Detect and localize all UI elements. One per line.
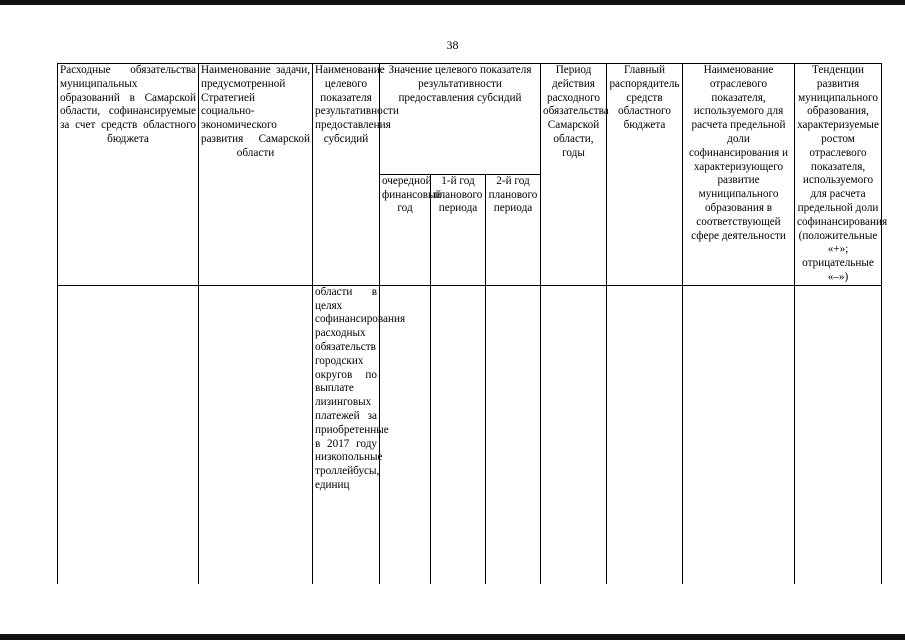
page-number: 38 <box>446 38 459 52</box>
header-development-trends: Тенденции развития муниципального образования, характеризуемые ростом отраслевого показателя, используемого для расчета предельной доли софинансирования (положительные «+»; отрицательные «–») <box>795 64 882 286</box>
indicator-table <box>57 63 888 584</box>
header-plan-year-2: 2-й год планового периода <box>486 174 541 285</box>
bottom-border <box>0 634 905 640</box>
header-indicator-name: Наименование целевого показателя результативности предоставления субсидий <box>313 64 380 286</box>
cell-plan-year-1 <box>431 285 486 584</box>
header-budget-manager: Главный распорядитель средств областного бюджета <box>607 64 683 286</box>
cell-plan-year-2 <box>486 285 541 584</box>
header-obligations: Расходные обязательства муниципальных образований в Самарской области, софинансируемые за счет средств областного бюджета <box>58 64 199 286</box>
top-border <box>0 0 905 5</box>
cell-sector-indicator <box>683 285 795 584</box>
cell-development-trends <box>795 285 882 584</box>
table-row <box>58 285 882 584</box>
header-obligation-period: Период действия расходного обязательства Самарской области, годы <box>541 64 607 286</box>
header-row-1 <box>58 64 882 175</box>
cell-indicator-name: области в целях софинансирования расходных обязательств городских округов по выплате лизинговых платежей за приобретенные в 2017 году низкопольные троллейбусы, единиц <box>313 285 380 584</box>
cell-budget-manager <box>607 285 683 584</box>
header-strategy-task: Наименование задачи, предусмотренной Стратегией социально-экономического развития Самарской области <box>199 64 313 286</box>
header-sector-indicator: Наименование отраслевого показателя, используемого для расчета предельной доли софинансирования и характеризующего развитие муниципального образования в соответствующей сфере деятельности <box>683 64 795 286</box>
cell-obligation-period <box>541 285 607 584</box>
header-plan-year-1: 1-й год планового периода <box>431 174 486 285</box>
cell-obligations <box>58 285 199 584</box>
header-current-year: очередной финансовый год <box>380 174 431 285</box>
header-indicator-values: Значение целевого показателя результативности предоставления субсидий <box>380 64 541 175</box>
cell-strategy-task <box>199 285 313 584</box>
